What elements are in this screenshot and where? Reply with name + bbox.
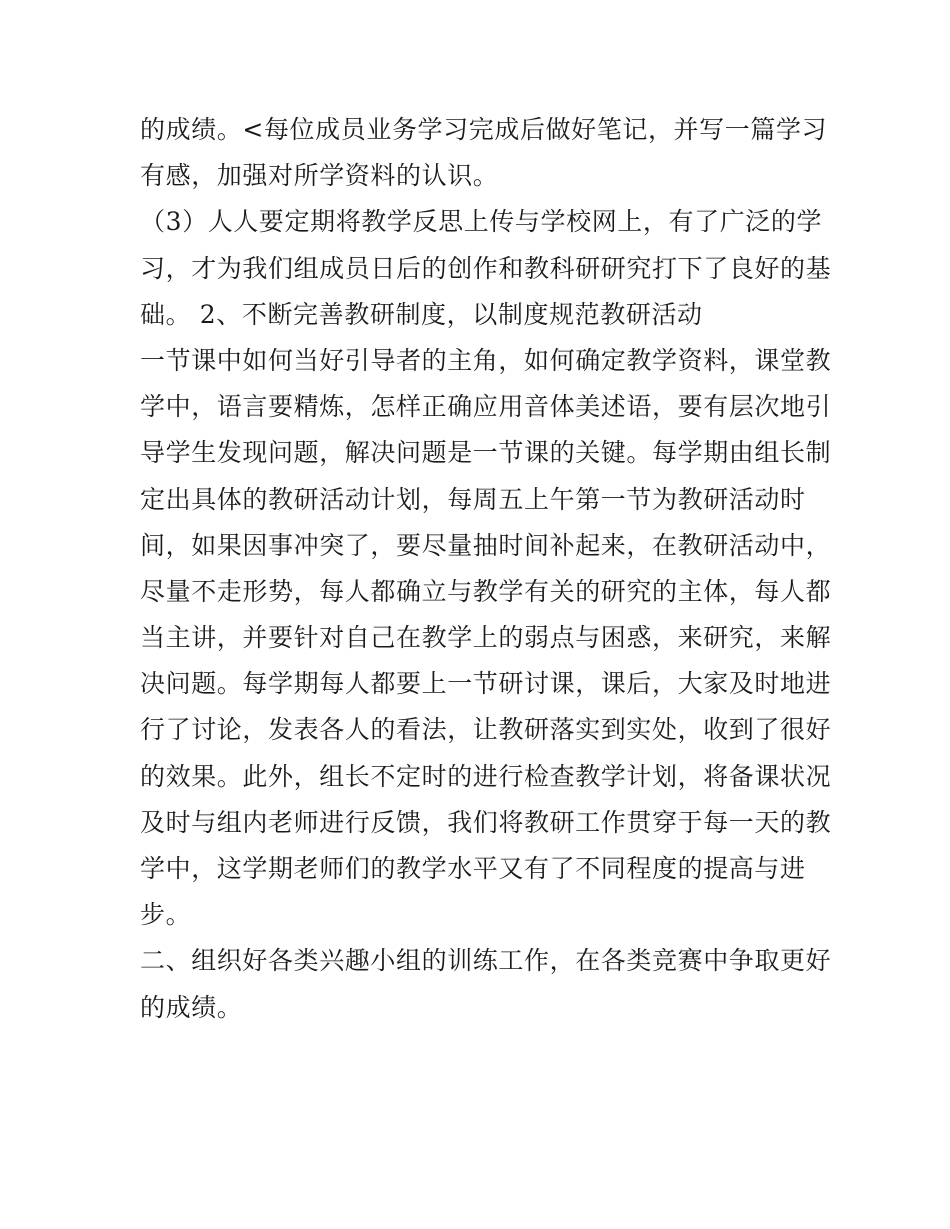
text-line-20: 的成绩。: [140, 992, 243, 1022]
text-line-8: 导学生发现问题，解决问题是一节课的关键。每学期由组长制: [140, 438, 832, 468]
text-line-9: 定出具体的教研活动计划，每周五上午第一节为教研活动时: [140, 484, 806, 514]
text-line-14: 行了讨论，发表各人的看法，让教研落实到实处，收到了很好: [140, 715, 832, 745]
text-line-3: （3）人人要定期将教学反思上传与学校网上，有了广泛的学: [140, 207, 823, 237]
text-line-10: 间，如果因事冲突了，要尽量抽时间补起来，在教研活动中，: [140, 530, 832, 560]
text-line-6: 一节课中如何当好引导者的主角，如何确定教学资料，课堂教: [140, 345, 832, 375]
text-line-5: 础。 2、不断完善教研制度，以制度规范教研活动: [140, 299, 703, 329]
text-line-17: 学中，这学期老师们的教学水平又有了不同程度的提高与进: [140, 854, 806, 883]
text-line-11: 尽量不走形势，每人都确立与教学有关的研究的主体，每人都: [140, 576, 832, 606]
text-line-7: 学中，语言要精炼，怎样正确应用音体美述语，要有层次地引: [140, 392, 832, 422]
text-line-1: 的成绩。<每位成员业务学习完成后做好笔记，并写一篇学习: [140, 115, 828, 144]
text-line-2: 有感，加强对所学资料的认识。: [140, 161, 499, 191]
text-line-15: 的效果。此外，组长不定时的进行检查教学计划，将备课状况: [140, 761, 832, 791]
text-line-16: 及时与组内老师进行反馈，我们将教研工作贯穿于每一天的教: [140, 807, 832, 837]
document-body: [140, 107, 832, 1031]
text-line-19: 二、组织好各类兴趣小组的训练工作，在各类竞赛中争取更好: [140, 946, 832, 976]
text-line-4: 习，才为我们组成员日后的创作和教科研研究打下了良好的基: [140, 253, 832, 283]
text-line-18: 步。: [140, 900, 192, 930]
text-line-13: 决问题。每学期每人都要上一节研讨课，课后，大家及时地进: [140, 669, 832, 699]
text-line-12: 当主讲，并要针对自己在教学上的弱点与困惑，来研究，来解: [140, 623, 832, 653]
